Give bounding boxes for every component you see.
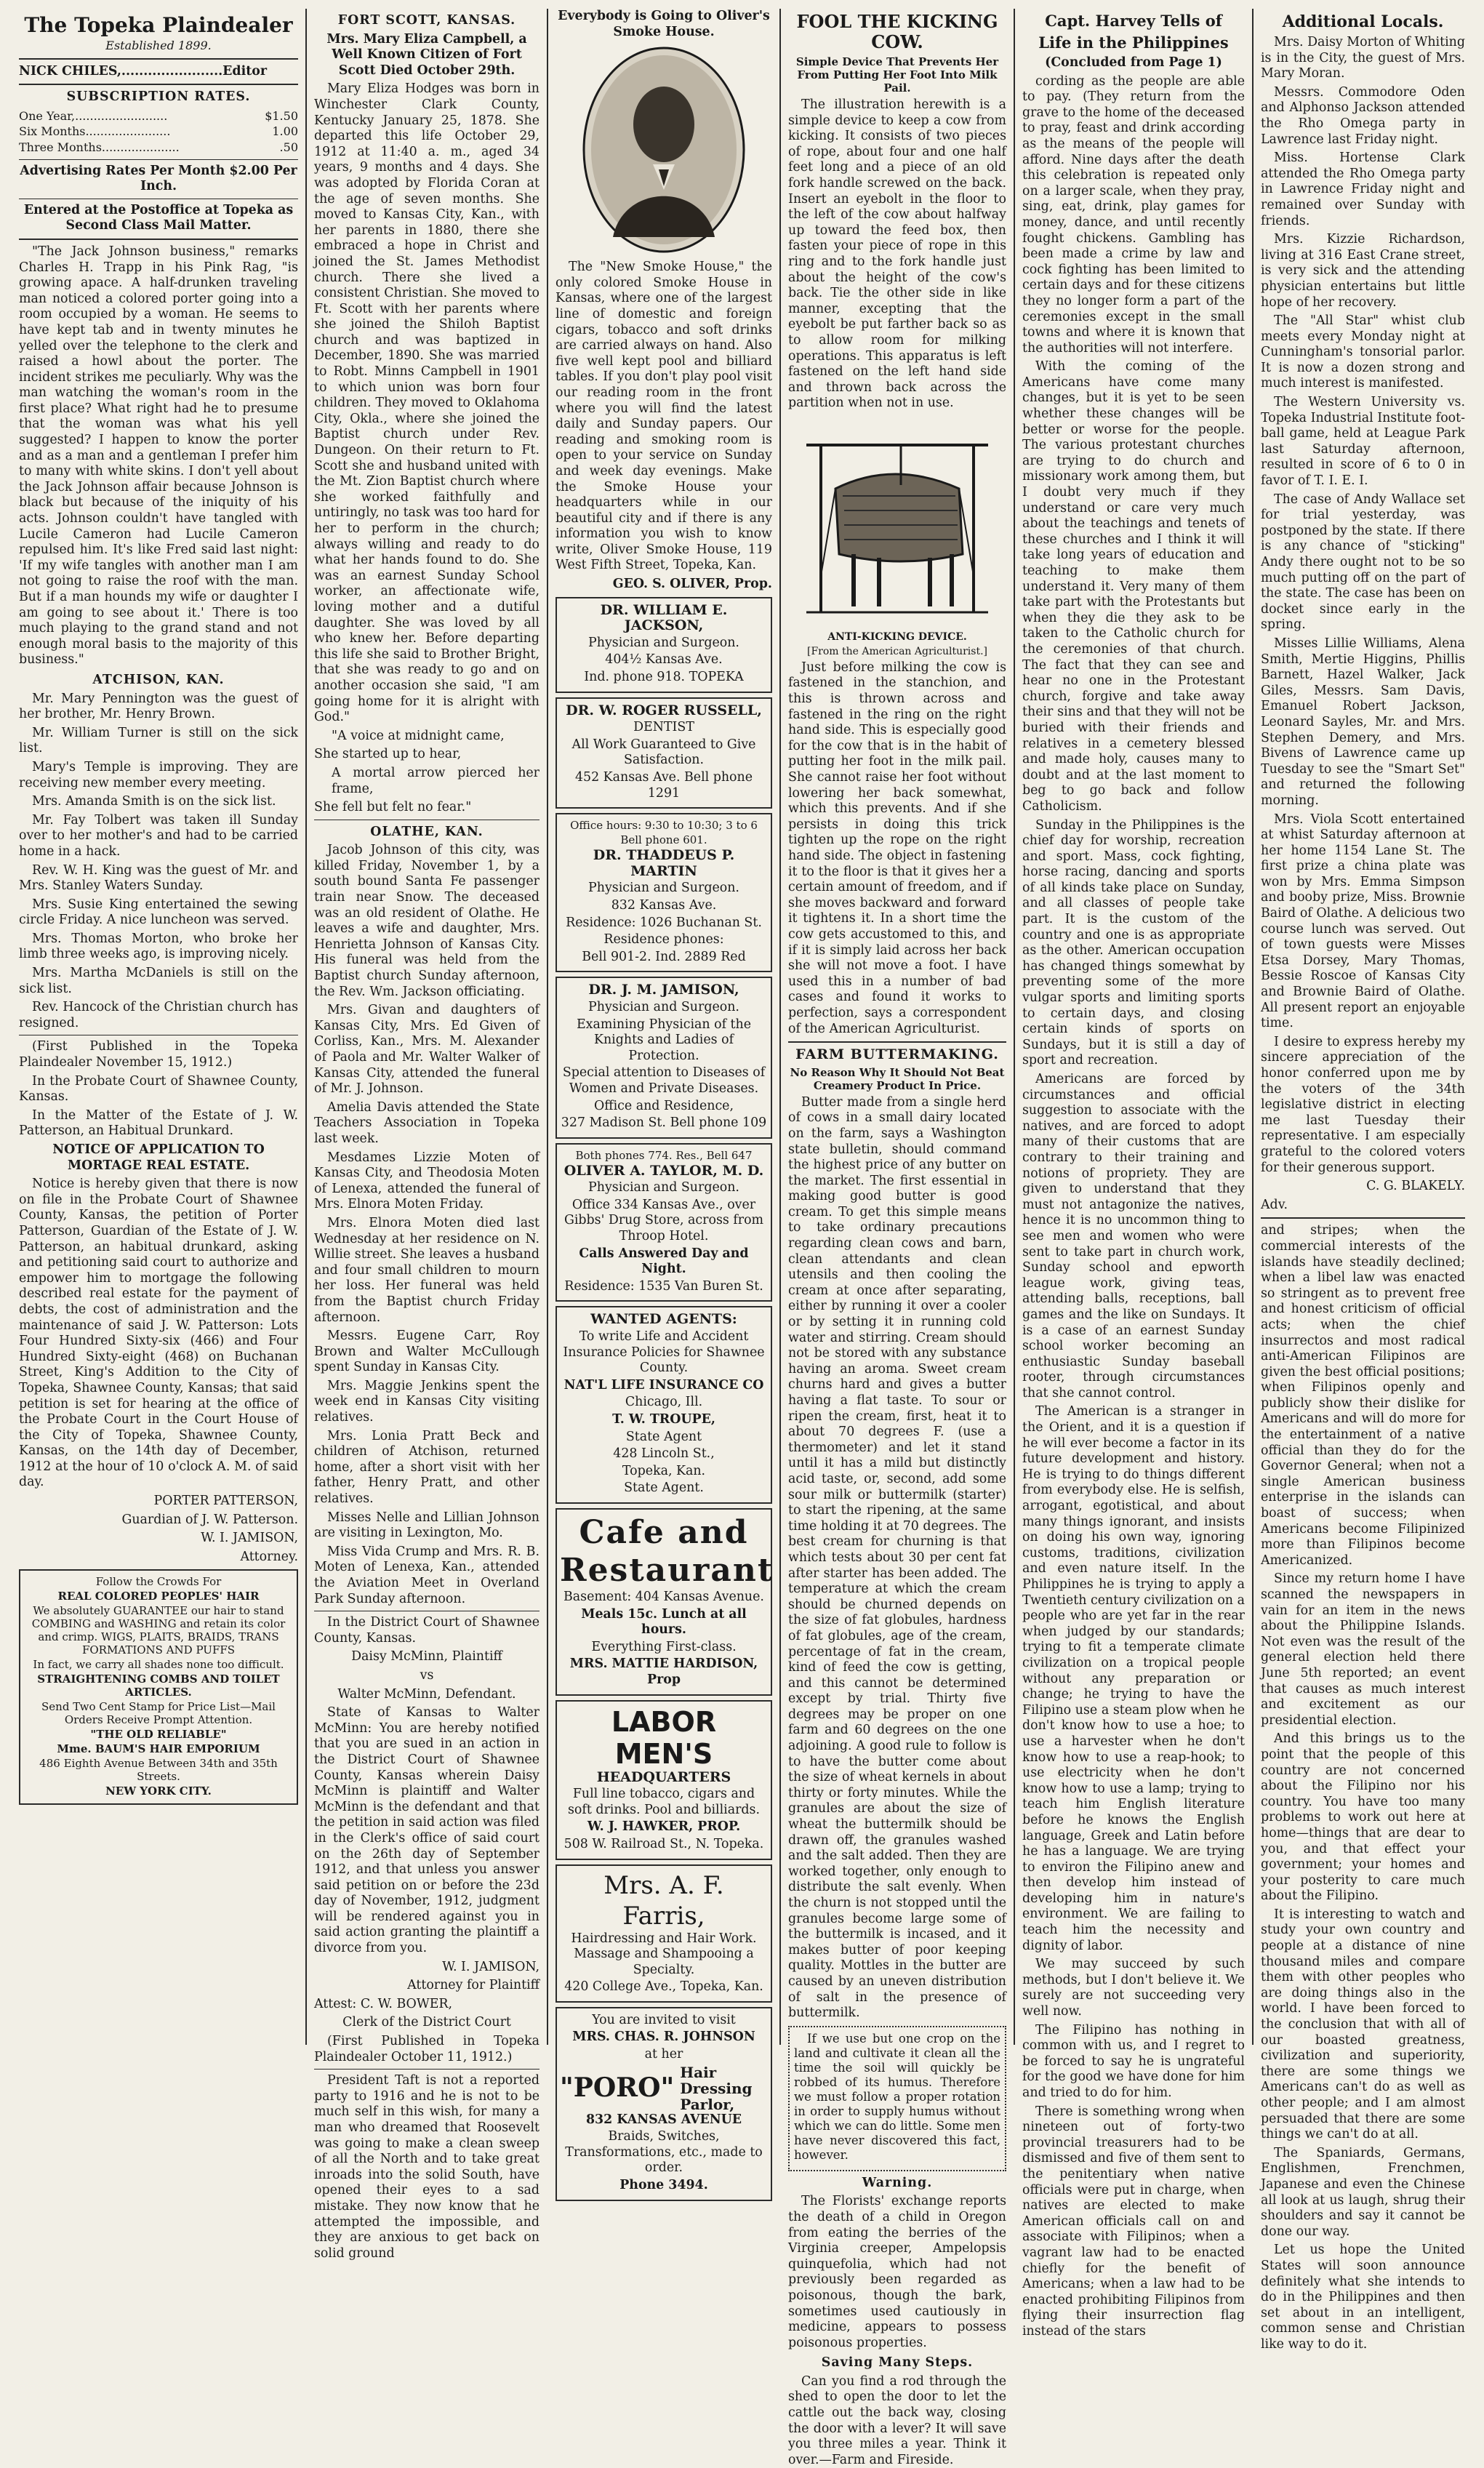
column-5: [1014, 9, 1252, 2339]
jackson-card: [556, 597, 772, 693]
masthead-title: The Topeka Plaindealer: [24, 13, 293, 37]
legal2-attorney: W. I. JAMISON,: [442, 1959, 540, 1974]
subscription-table: [19, 108, 298, 156]
list-item: Rev. W. H. King was the guest of Mr. and Mrs. Stanley Waters Sunday.: [19, 862, 298, 894]
list-item: Mrs. Maggie Jenkins spent the week end in Kansas City visiting relatives.: [314, 1378, 540, 1425]
obituary-body: Mary Eliza Hodges was born in Winchester Clark County, Kentucky January 25, 1878. She departed this life October 29, 1912 at 11:40 a. m., aged 34 years, 9 months and 4 days. She was adopted by Florida Coran at the age of seven months. She moved to Kansas City, Kan., with her parents in 1880, there she embraced a hope in Christ and joined the St. James Methodist church. There she lived a consistent Christian. She moved to Ft. Scott with her parents where she joined the Shiloh Baptist church and was baptized in December, 1890. She was married to Robt. Minns Campbell in 1901 to which union was born four children. They moved to Oklahoma City, Okla., where she joined the Baptist church under Rev. Dungeon. On their return to Ft. Scott she and husband united with the Mt. Zion Baptist church where she worked faithfully and untiringly, no task was too hard for her to perform in the church; always willing and ready to do what her hands found to do. She was an earnest Sunday School worker, an affectionate wife, loving mother and a dutiful daughter. She was loved by all who knew her. Before departing this life she said to Brother Bright, that she was ready to go and on another occasion she said, "I am going home for it is alright with God.": [314, 81, 540, 725]
card-residence-phones: Residence phones:: [603, 932, 724, 947]
cow-body-2: Just before milking the cow is fastened in the stanchion, and this is thrown across and fastened in the ring on the right hand side. This is especially good for the cow that is in the habit of putting her foot in the milk pail. She cannot raise her foot without lowering her back somewhat, which this prevents. And if she persists in doing this trick tighten up the rope on the right hand side. The object in fastening it to the floor is that it gives her a certain amount of freedom, and if she moves backward and forward it tightens it. In a short time the cow gets accustomed to this, and if it is simply laid across her back she will not move a foot. I have used this in a number of bad cases and found it works to perfection, says a correspondent of the American Agriculturist.: [788, 660, 1006, 1036]
card-hours: Office hours: 9:30 to 10:30; 3 to 6: [570, 819, 758, 833]
list-item: Messrs. Eugene Carr, Roy Brown and Walter McCullough spent Sunday in Kansas City.: [314, 1329, 540, 1375]
list-item: Mrs. Givan and daughters of Kansas City, Mrs. Ed Given of Corliss, Kan., Mrs. M. Alexander of Paola and Mr. Walter Walker of Kansas City, attended the funeral of Mr. J. Johnson.: [314, 1003, 540, 1097]
subscription-heading: SUBSCRIPTION RATES.: [66, 89, 251, 105]
cow-caption: ANTI-KICKING DEVICE.: [827, 630, 967, 643]
poro-at: at her: [644, 2047, 683, 2062]
legal2-attorney-title: Attorney for Plaintiff: [407, 1978, 540, 1993]
smoke-house-heading: Everybody is Going to Oliver's Smoke House.: [558, 9, 770, 39]
taft-article: President Taft is not a reported party to 1916 and he is not to be much self in this wish, for many a man who dreamed that Roosevelt was going to make a clean sweep of all the North and to take great inroads into the solid South, have opened their eyes to a sad mistake. They now know that he attempted the impossible, and they are anxious to get back on solid ground: [314, 2073, 540, 2261]
legal-attorney-title: Attorney.: [240, 1549, 298, 1564]
humus-text: If we use but one crop on the land and cultivate it clean all the time the soil will quickly be robbed of its humus. Therefore we must follow a proper rotation in order to supply humus without which we can do little. Some men have never discovered this fact, however.: [794, 2031, 1000, 2162]
poem-line: She fell but felt no fear.": [314, 800, 472, 815]
ad-line: We absolutely GUARANTEE our hair to stand COMBING and WASHING and retain its color and crimp. WIGS, PLAITS, BRAIDS, TRANS FORMATIONS AND PUFFS: [31, 1604, 286, 1657]
philippines-body-5: The American is a stranger in the Orient, and it is a question if he will ever become a factor in its future development and history. He is trying to do things different from everybody else. He is selfish, arrogant, egotistical, and about many things ignorant, and insists on doing his own way, ignoring customs, traditions, civilization and even nature itself. In the Philippines he is trying to apply a Twentieth century civilization on a people who are yet far in the rear when judged by our standards; trying to fit a temperate climate civilization on a tropical people without any preparation or change; he trying to have the Filipino use a steam plow when he don't know how to use a hoe; to use a harvester when he don't know how to use a reap-hook; to use electricity when he don't know how to use a lamp; trying to teach him English literature before he knows the English language, Greek and Latin before he has a language. We are trying to environ the Filipino anew and then develop him instead of developing him in nature's environment. We are failing to teach him the necessity and dignity of labor.: [1022, 1404, 1245, 1953]
list-item: The "All Star" whist club meets every Monday night at Cunningham's tonsorial parlor. It is now a dozen strong and much interest is manifested.: [1261, 313, 1465, 391]
column-6: [1252, 9, 1472, 2352]
list-item: Misses Nelle and Lillian Johnson are visiting in Lexington, Mo.: [314, 1510, 540, 1541]
labor-hq: HEADQUARTERS: [596, 1768, 731, 1785]
advertising-rates: Advertising Rates Per Month $2.00 Per Inch.: [20, 163, 297, 194]
farris-title: Mrs. A. F. Farris,: [603, 1870, 724, 1931]
cow-body-1: The illustration herewith is a simple device to keep a cow from kicking. It consists of two pieces of rope, about four and one half feet long and a piece of an old fork handle screwed on the back. Insert an eyebolt in the floor to the left of the cow about halfway up toward the feed box, then fasten your piece of rope in this ring and to the fork handle just about the height of the cow's back. Tie the other side in like manner, excepting that the eyebolt be put farther back so as to allow room for milking operations. This apparatus is left fastened on the left hand side and thrown back across the partition when not in use.: [788, 97, 1006, 411]
philippines-cont-3: And this brings us to the point that the people of this country are not concerned about the Filipino nor his country. You have too many problems to work out here at home—things that are dear to you, and that effect your government; your homes and your posterity to care much about the Filipino.: [1261, 1731, 1465, 1904]
legal2-plaintiff: Daisy McMinn, Plaintiff: [351, 1649, 502, 1664]
list-item: Miss. Hortense Clark attended the Rho Omega party in Lawrence Friday night and remained over Sunday with friends.: [1261, 151, 1465, 228]
card-exam: Examining Physician of the Knights and Ladies of Protection.: [576, 1017, 752, 1063]
table-row: Three Months..................... .50: [19, 140, 298, 154]
smoke-house-prop: GEO. S. OLIVER, Prop.: [612, 577, 772, 592]
ad-body: To write Life and Accident Insurance Policies for Shawnee County.: [563, 1329, 765, 1376]
cafe-ad: [556, 1508, 772, 1696]
card-title: Physician and Surgeon.: [588, 999, 739, 1014]
column-2: [305, 9, 547, 2261]
card-name: DR. W. ROGER RUSSELL,: [566, 702, 762, 718]
philippines-heading-2: Life in the Philippines: [1038, 33, 1229, 52]
list-item: Mr. Fay Tolbert was taken ill Sunday over to her mother's and had to be carried home in a hack.: [19, 812, 298, 859]
masthead-established: Established 1899.: [105, 39, 212, 52]
labor-ad: [556, 1700, 772, 1860]
hair-emporium-ad: [19, 1569, 298, 1805]
warning-body: The Florists' exchange reports the death of a child in Oregon from eating the berries of the Virginia creeper, Ampelopsis quinquefolia, which had not previously been regarded as poisonous, though the bark, sometimes used cautiously in medicine, appears to possess poisonous properties.: [788, 2194, 1006, 2350]
legal-signature: PORTER PATTERSON,: [153, 1494, 298, 1509]
poem-line: She started up to hear,: [314, 747, 462, 762]
poro-phone: Phone 3494.: [619, 2178, 708, 2193]
table-row: One Year,......................... $1.50: [19, 108, 298, 123]
legal-intro: (First Published in the Topeka Plaindealer November 15, 1912.): [19, 1039, 298, 1070]
list-item: Jacob Johnson of this city, was killed Friday, November 1, by a south bound Santa Fe passenger train near Snow. The deceased was an old resident of Olathe. He leaves a wife and daughter, Mrs. Henrietta Johnson of Kansas City. His funeral was held from the Baptist church Sunday afternoon, the Rev. Wm. Jackson officiating.: [314, 843, 540, 999]
card-title: Physician and Surgeon.: [588, 635, 739, 650]
labor-body: Full line tobacco, cigars and soft drinks. Pool and billiards.: [568, 1787, 760, 1817]
list-item: The Western University vs. Topeka Industrial Institute foot-ball game, held at League Park last Saturday afternoon, resulted in score of 6 to 0 in favor of T. I. E. I.: [1261, 395, 1466, 489]
column-4: [779, 9, 1014, 2467]
list-item: Mrs. Susie King entertained the sewing circle Friday. A nice luncheon was served.: [19, 897, 298, 928]
card-phone: Bell phone 601.: [620, 833, 707, 847]
card-title: DENTIST: [633, 720, 694, 735]
list-item: Messrs. Commodore Oden and Alphonso Jackson attended the Rho Omega party in Lawrence last Friday night.: [1261, 84, 1465, 147]
poro-services: Braids, Switches, Transformations, etc., made to order.: [565, 2129, 763, 2176]
ad-city: Chicago, Ill.: [625, 1395, 703, 1410]
martin-card: [556, 813, 772, 972]
farris-body: Hairdressing and Hair Work. Massage and Shampooing a Specialty.: [571, 1931, 757, 1977]
portrait-image: [580, 44, 747, 255]
ad-agent-address: 428 Lincoln St.,: [613, 1446, 715, 1462]
ad-heading: WANTED AGENTS:: [590, 1311, 737, 1328]
poro-side: [680, 2064, 768, 2112]
card-address: 452 Kansas Ave. Bell phone 1291: [574, 770, 753, 801]
table-row: Six Months....................... 1.00: [19, 124, 298, 139]
card-address: 327 Madison St. Bell phone 109: [561, 1115, 767, 1131]
philippines-cont-4: It is interesting to watch and study your own country and people at a distance of nine thousand miles and compare them with other peoples who are doing things also in the world. I have been forced to the conclusion that with all of our boasted greatness, civilization and superiority, there are some things we Americans can't do as well as other people; and I am almost persuaded that there are some things we can't do at all.: [1261, 1907, 1465, 2142]
list-item: Mrs. Thomas Morton, who broke her limb three weeks ago, is improving nicely.: [19, 931, 298, 962]
card-office: Office 334 Kansas Ave., over Gibbs' Drug Store, across from Throop Hotel.: [563, 1197, 764, 1244]
ad-company: NAT'L LIFE INSURANCE CO: [563, 1377, 764, 1393]
legal-signature-title: Guardian of J. W. Patterson.: [121, 1512, 298, 1527]
poem-line: "A voice at midnight came,: [332, 728, 505, 743]
agents-ad: [556, 1306, 772, 1504]
list-item: Mary's Temple is improving. They are receiving new member every meeting.: [19, 759, 298, 790]
steps-body: Can you find a rod through the shed to open the door to let the cattle out the back way, closing the door with a lever? It will save you three miles a year. Think it over.—Farm and Fireside.: [788, 2373, 1006, 2467]
warning-heading: Warning.: [862, 2175, 933, 2190]
legal2-body: State of Kansas to Walter McMinn: You are hereby notified that you are sued in an action in the District Court of Shawnee County, Kansas wherein Daisy McMinn is plaintiff and Walter McMinn is the defendant and that the petition in said action was filed in the Clerk's office of said court on the 26th day of September 1912, and that unless you answer said petition on or before the 23d day of November, 1912, judgment will be rendered against you in said action granting the plaintiff a divorce from you.: [314, 1705, 540, 1956]
card-phones: Bell 901-2. Ind. 2889 Red: [582, 949, 746, 964]
list-item: Mrs. Martha McDaniels is still on the sick list.: [19, 966, 298, 996]
ad-line: "THE OLD RELIABLE": [90, 1728, 227, 1742]
list-item: Miss Vida Crump and Mrs. R. B. Moten of Lenexa, Kan., attended the Aviation Meet in Overland Park Sunday afternoon.: [314, 1544, 540, 1606]
philippines-cont-2: Since my return home I have scanned the newspapers in vain for an item in the news about the Philippine Islands. Not even was the result of the general election held there June 5th reported; an event that causes as much interest and excitement as our presidential election.: [1261, 1571, 1465, 1728]
philippines-cont-1: and stripes; when the commercial interests of the islands have steadily declined; when a libel law was enacted so stringent as to prevent free and honest criticism of official acts; when the chief insurrectos and most radical anti-American Filipinos are given the best official positions; when Filipinos openly and publicly show their dislike for Americans and will do more for the entertainment of a native official than they do for the Governor General; when not a single American business enterprise in the islands can boast of success; when Americans become Filipinized more than Filipinos become Americanized.: [1261, 1223, 1465, 1568]
list-item: Mrs. Viola Scott entertained at whist Saturday afternoon at her home 1154 Lane St. The first prize a china plate was won by Mrs. Emma Simpson and booby prize, Miss. Brownie Baird of Olathe. A delicious two course lunch was served. Out of town guests were Misses Etsa Dorsey, Mary Thomas, Bessie Roscoe of Kansas City and Brownie Baird of Olathe. All present report an enjoyable time.: [1261, 812, 1465, 1031]
list-item: The case of Andy Wallace set for trial yesterday, was postponed by the state. If there is any chance of "sticking" Andy there ought not to be so much putting off on the part of the state. The case has been on docket since early in the spring.: [1261, 492, 1465, 633]
cow-caption-source: [From the American Agriculturist.]: [806, 645, 987, 657]
obituary-heading: Mrs. Mary Eliza Campbell, a Well Known Citizen of Fort Scott Died October 29th.: [326, 31, 527, 78]
card-note: All Work Guaranteed to Give Satisfaction.: [571, 737, 756, 768]
card-address: 832 Kansas Ave.: [611, 897, 717, 913]
butter-heading: FARM BUTTERMAKING.: [795, 1046, 999, 1063]
card-address: 404½ Kansas Ave.: [605, 652, 723, 668]
card-title: Physician and Surgeon.: [588, 881, 739, 896]
farris-address: 420 College Ave., Topeka, Kan.: [564, 1979, 763, 1995]
taylor-card: [556, 1143, 772, 1302]
list-item: Mesdames Lizzie Moten of Kansas City, and Theodosia Moten of Lenexa, attended the funeral of Mrs. Elnora Moten Friday.: [314, 1150, 540, 1212]
cafe-address: Basement: 404 Kansas Avenue.: [563, 1589, 764, 1604]
ad-line: Mme. BAUM'S HAIR EMPORIUM: [57, 1742, 260, 1756]
list-item: Mrs. Lonia Pratt Beck and children of Atchison, returned home, after a short visit with her father, Henry Pratt, and other relatives.: [314, 1428, 540, 1507]
jamison-card: [556, 977, 772, 1138]
johnson-article: "The Jack Johnson business," remarks Charles H. Trapp in his Pink Rag, "is growing apace. A half-drunken traveling man noticed a colored porter going into a room occupied by a woman. He seems to have kept tab and in twenty minutes he yelled over the telephone to the clerk and raised a howl about the porter. The incident strikes me peculiarly. Why was the man watching the woman's room in the first place? What right had he to presume that the woman was what his yell suggested? I happen to know the porter and as a man and a gentleman I prefer him to many with white skins. I don't yell about the Jack Johnson affair because Johnson is black but because of the iniquity of his acts. Johnson couldn't have tangled with Lucile Cameron had Lucile Cameron repulsed him. It's like Fred said last night: 'If my wife tangles with another man I am not going to raise the roof with the man. But if a man hounds my wife or daughter I am going to see about it.' There is too much playing to the grand stand and not enough moral basis to the majority of this business.": [19, 244, 298, 668]
poro-side-2: Parlor,: [680, 2095, 735, 2113]
fortscott-heading: FORT SCOTT, KANSAS.: [337, 13, 516, 28]
poro-big: "PORO": [560, 2072, 675, 2103]
olathe-heading: OLATHE, KAN.: [370, 824, 484, 839]
ad-line: 486 Eighth Avenue Between 34th and 35th Streets.: [39, 1757, 278, 1784]
philippines-body-7: The Filipino has nothing in common with us, and I regret to be forced to say he is ungrateful for the good we have done for him and tried to do for him.: [1022, 2022, 1245, 2100]
philippines-heading-1: Capt. Harvey Tells of: [1045, 12, 1222, 30]
card-calls: Calls Answered Day and Night.: [579, 1246, 749, 1277]
cafe-title-2: Restaurant: [560, 1551, 774, 1589]
list-item: Mrs. Amanda Smith is on the sick list.: [32, 794, 276, 809]
ad-line: Follow the Crowds For: [95, 1575, 222, 1589]
smoke-house-body: The "New Smoke House," the only colored Smoke House in Kansas, where one of the largest line of domestic and foreign cigars, tobacco and soft drinks are carried always on hand. Also five well kept pool and billiard tables. If you don't play pool visit our reading room in the front where you will find the latest daily and Sunday papers. Our reading and smoking room is open to your service on Sunday and week day evenings. Make the Smoke House your headquarters while in our beautiful city and if there is any information you wish to know write, Oliver Smoke House, 119 West Fifth Street, Topeka, Kan.: [556, 260, 772, 573]
philippines-body-4: Americans are forced by circumstances and official suggestion to associate with the natives, and are forced to adopt many of their customs that are contrary to their training and notions of propriety. They are given to understand that they must not antagonize the natives, hence it is no uncommon thing to see men and women who were sent to take part in church work, Sunday school and epworth league work, giving teas, attending balls, receptions, ball games and the like on Sundays. It is a case of an earnest Sunday school worker becoming an enthusiastic Sunday baseball rooter, through circumstances that she cannot control.: [1022, 1072, 1245, 1401]
poro-invite: You are invited to visit: [592, 2012, 736, 2027]
poem-line: A mortal arrow pierced her frame,: [332, 765, 540, 796]
cafe-prop: MRS. MATTIE HARDISON, Prop: [569, 1656, 758, 1687]
atchison-heading: ATCHISON, KAN.: [92, 672, 225, 687]
ad-line: NEW YORK CITY.: [105, 1784, 212, 1798]
legal-court: In the Probate Court of Shawnee County, Kansas.: [19, 1073, 298, 1105]
card-name: OLIVER A. TAYLOR, M. D.: [563, 1162, 764, 1179]
list-item: Mrs. Elnora Moten died last Wednesday at her residence on N. Willie street. She leaves a husband and four small children to mourn her loss. Her funeral was held from the Baptist church Friday afternoon.: [314, 1215, 540, 1325]
philippines-body-2: With the coming of the Americans have come many changes, but it is yet to be seen whether these changes will be better or worse for the people. The various protestant churches are trying to do church and missionary work among them, but I doubt very much if they understand or care very much about the teachings and tenets of these churches and I think it will take long years of education and teaching to make them understand it. Very many of them take part with the Protestants but when they die they ask to be taken to the Catholic church for the ceremonies of that church. The fact that they can see and hear no one in the Protestant church, forgive and take away their sins and that they will not be buried with their friends and relatives in a cemetery blessed and made holy, causes many to doubt and at the last moment to beg to go back and follow Catholicism.: [1022, 359, 1245, 814]
legal2-court: In the District Court of Shawnee County, Kansas.: [314, 1615, 540, 1646]
card-special: Special attention to Diseases of Women and Private Diseases.: [562, 1065, 766, 1096]
steps-heading: Saving Many Steps.: [821, 2355, 974, 2371]
cow-heading: FOOL THE KICKING COW.: [796, 11, 998, 52]
legal-body: Notice is hereby given that there is now on file in the Probate Court of Shawnee County, Kansas, the petition of Porter Patterson, Guardian of the Estate of J. W. Patterson, an habitual drunkard, asking and petitioning said court to authorize and empower him to mortgage the following described real estate for the payment of debts, the cost of administration and the maintenance of said J. W. Patterson: Lots Four Hundred Sixty-six (466) and Four Hundred Sixty-eight (468) on Buchanan Street, King's Addition to the City of Topeka, Shawnee County, Kansas; that said petition is set for hearing at the office of the Probate Court in the Court House of the City of Topeka, Shawnee County, Kansas, on the 14th day of December, 1912 at the hour of 10 o'clock A. M. of said day.: [19, 1177, 298, 1490]
poro-ad: [556, 2007, 772, 2201]
column-3: [547, 9, 779, 2193]
list-item: Rev. Hancock of the Christian church has resigned.: [19, 1000, 298, 1030]
concluded-note: (Concluded from Page 1): [1045, 55, 1222, 70]
farris-ad: [556, 1864, 772, 2003]
philippines-body-3: Sunday in the Philippines is the chief day for worship, recreation and sport. Mass, cock fighting, horse racing, dancing and sports of all kinds take place on Sunday, and all classes of people take part. It is the custom of the country and one is as appropriate as the other. American occupation has changed things somewhat by preventing some of the more vulgar sports and limiting sports to certain days, and closing certain kinds of sports on Sundays, but it is still a day of sport and recreation.: [1022, 817, 1245, 1068]
card-name: DR. J. M. JAMISON,: [588, 982, 739, 998]
butter-body: Butter made from a single herd of cows in a small dairy located on the farm, says a Washington state bulletin, should command the highest price of any butter on the market. The first essential in making good butter is good cream. To get this simple means to take ordinary precautions regarding clean cows and barn, clean attendants and clean utensils and then cooling the cream at once after separating, either by running it over a cooler or by setting it in running cold water and stirring. Cream should not be stored with any substance having an aroma. Sweet cream churns hard and gives a butter having a flat taste. To sour or ripen the cream, first, heat it to about 70 degrees F. (use a thermometer) and let it stand until it has a mild but distinctly acid taste, or, second, add some sour milk or buttermilk (starter) to start the ripening, at the same time holding it at 70 degrees. The best cream for churning is that which tests about 30 per cent fat after starter has been added. The temperature at which the cream should be churned depends on the size of fat globules, hardness of fat globules, age of the cream, percentage of fat in the cream, kind of feed the cow is getting, and this cannot be determined except by trial. Thirty five degrees may be proper on one farm and 60 degrees on the one adjoining. A good rule to follow is to have the butter come about the size of wheat kernels in about thirty or forty minutes. While the granules are about the size of wheat the buttermilk should be drawn off, the granules washed and the salt added. Then they are worked together, only enough to distribute the salt evenly. When the churn is not stopped until the granules become large some of the buttermilk is incased, and it makes butter of poor keeping quality. Mottles in the butter are caused by an uneven distribution of salt in the presence of buttermilk.: [788, 1094, 1006, 2021]
ad-agent-title: State Agent: [625, 1429, 702, 1444]
labor-title: LABOR MEN'S: [611, 1705, 717, 1770]
labor-address: 508 W. Railroad St., N. Topeka.: [563, 1836, 764, 1851]
russell-card: [556, 697, 772, 809]
poro-name: MRS. CHAS. R. JOHNSON: [572, 2030, 755, 2045]
blakely-adv: Adv.: [1261, 1197, 1288, 1212]
list-item: Mr. William Turner is still on the sick list.: [19, 725, 298, 756]
card-office: Office and Residence,: [593, 1098, 734, 1113]
ad-line: Send Two Cent Stamp for Price List—Mail Orders Receive Prompt Attention.: [41, 1700, 276, 1727]
cow-illustration: [792, 416, 1003, 627]
list-item: Misses Lillie Williams, Alena Smith, Mertie Higgins, Phillis Barnett, Hazel Walker, Jack Giles, Messrs. Sam Davis, Emanuel Robert Jackson, Leonard Sayles, Mr. and Mrs. Stephen Demery, and Mrs. Bivens of Lawrence came up Tuesday to see the "Smart Set" and returned the following morning.: [1261, 636, 1465, 808]
card-name: DR. WILLIAM E. JACKSON,: [600, 601, 728, 634]
poro-side-1: Hair Dressing: [680, 2063, 753, 2097]
additional-locals-heading: Additional Locals.: [1282, 12, 1444, 31]
ad-line: In fact, we carry all shades none too difficult.: [33, 1658, 284, 1672]
cafe-title: Cafe and: [579, 1513, 749, 1551]
legal2-vs: vs: [420, 1667, 434, 1683]
ad-agent-name: T. W. TROUPE,: [612, 1412, 715, 1427]
card-residence: Residence: 1535 Van Buren St.: [564, 1278, 763, 1294]
legal2-attest: Attest: C. W. BOWER,: [314, 1996, 453, 2011]
cafe-meals: Meals 15c. Lunch at all hours.: [581, 1606, 747, 1638]
card-residence: Residence: 1026 Buchanan St.: [566, 915, 762, 930]
cow-subheading: Simple Device That Prevents Her From Putting Her Foot Into Milk Pail.: [795, 55, 999, 95]
card-title: Physician and Surgeon.: [588, 1180, 739, 1195]
poro-address: 832 KANSAS AVENUE: [585, 2112, 742, 2127]
list-item: Mrs. Daisy Morton of Whiting is in the City, the guest of Mrs. Mary Moran.: [1261, 35, 1465, 81]
ad-agent-role: State Agent.: [624, 1481, 704, 1496]
entered-notice: Entered at the Postoffice at Topeka as Second Class Mail Matter.: [23, 202, 294, 233]
philippines-body-8: There is something wrong when nineteen out of forty-two provincial treasurers had to be dismissed and five of them sent to the penitentiary when native officials were put in charge, when natives are elected to make American officials call on and associate with Filipinos; when a vagrant law had to be enacted chiefly for the benefit of Americans; when a law had to be enacted prohibiting Filipinos from flying their insurrection flag instead of the stars: [1022, 2104, 1245, 2339]
cafe-class: Everything First-class.: [591, 1639, 737, 1654]
philippines-body-6: We may succeed by such methods, but I don't believe it. We surely are not succeeding very well now.: [1022, 1957, 1245, 2019]
legal2-defendant: Walter McMinn, Defendant.: [337, 1686, 516, 1702]
blakely-signature: C. G. BLAKELY.: [1366, 1179, 1465, 1194]
legal-attorney: W. I. JAMISON,: [201, 1531, 298, 1546]
ad-line: STRAIGHTENING COMBS AND TOILET ARTICLES.: [37, 1672, 280, 1699]
poro-banner: [560, 2064, 768, 2112]
masthead-editor: NICK CHILES,.......................Editor: [19, 63, 267, 79]
list-item: Amelia Davis attended the State Teachers Association in Topeka last week.: [314, 1099, 540, 1146]
legal2-clerk: Clerk of the District Court: [342, 2015, 511, 2030]
list-item: I desire to express hereby my sincere appreciation of the honor conferred upon me by the voters of the 34th legislative district in electing me last Tuesday their representative. I am especially grateful to the colored voters for their generous support.: [1261, 1034, 1465, 1175]
philippines-body-1: cording as the people are able to pay. (They return from the grave to the home of the deceased to pray, feast and drink according as the means of the people will afford. Nine days after the death this celebration is repeated only on a larger scale, when they pray, sing, eat, drink, play games for money, dance, and until recently fought chickens. Gambling has been made a crime by law and cock fighting has been limited to certain days and for these citizens they no longer form a part of the ceremonies except in the small towns and where it is known that the authorities will not interfere.: [1022, 73, 1245, 356]
ad-agent-city: Topeka, Kan.: [622, 1463, 706, 1478]
humus-box: [788, 2026, 1006, 2171]
labor-prop: W. J. HAWKER, PROP.: [587, 1819, 741, 1835]
card-phone: Ind. phone 918. TOPEKA: [584, 670, 744, 685]
philippines-cont-6: Let us hope the United States will soon announce definitely what she intends to do in the Philippines and then set about in an intelligent, common sense and Christian like way to do it.: [1261, 2243, 1465, 2352]
butter-subheading: No Reason Why It Should Not Beat Creamery Product In Price.: [790, 1065, 1005, 1092]
philippines-cont-5: The Spaniards, Germans, Englishmen, Frenchmen, Japanese and even the Chinese all look at us laugh, shrug their shoulders and say it cannot be done our way.: [1261, 2145, 1465, 2239]
card-name: DR. THADDEUS P. MARTIN: [593, 847, 735, 879]
column-1: [12, 9, 305, 2045]
list-item: Mrs. Kizzie Richardson, living at 316 East Crane street, is very sick and the attending physician entertains but little hope of her recovery.: [1261, 232, 1465, 310]
legal-heading: NOTICE OF APPLICATION TO MORTAGE REAL ESTATE.: [52, 1142, 265, 1173]
legal2-publication: (First Published in Topeka Plaindealer October 11, 1912.): [314, 2034, 540, 2064]
ad-line: REAL COLORED PEOPLES' HAIR: [57, 1590, 260, 1603]
legal-matter: In the Matter of the Estate of J. W. Patterson, an Habitual Drunkard.: [19, 1107, 298, 1139]
list-item: Mr. Mary Pennington was the guest of her brother, Mr. Henry Brown.: [19, 691, 298, 722]
card-phones: Both phones 774. Res., Bell 647: [575, 1148, 753, 1162]
